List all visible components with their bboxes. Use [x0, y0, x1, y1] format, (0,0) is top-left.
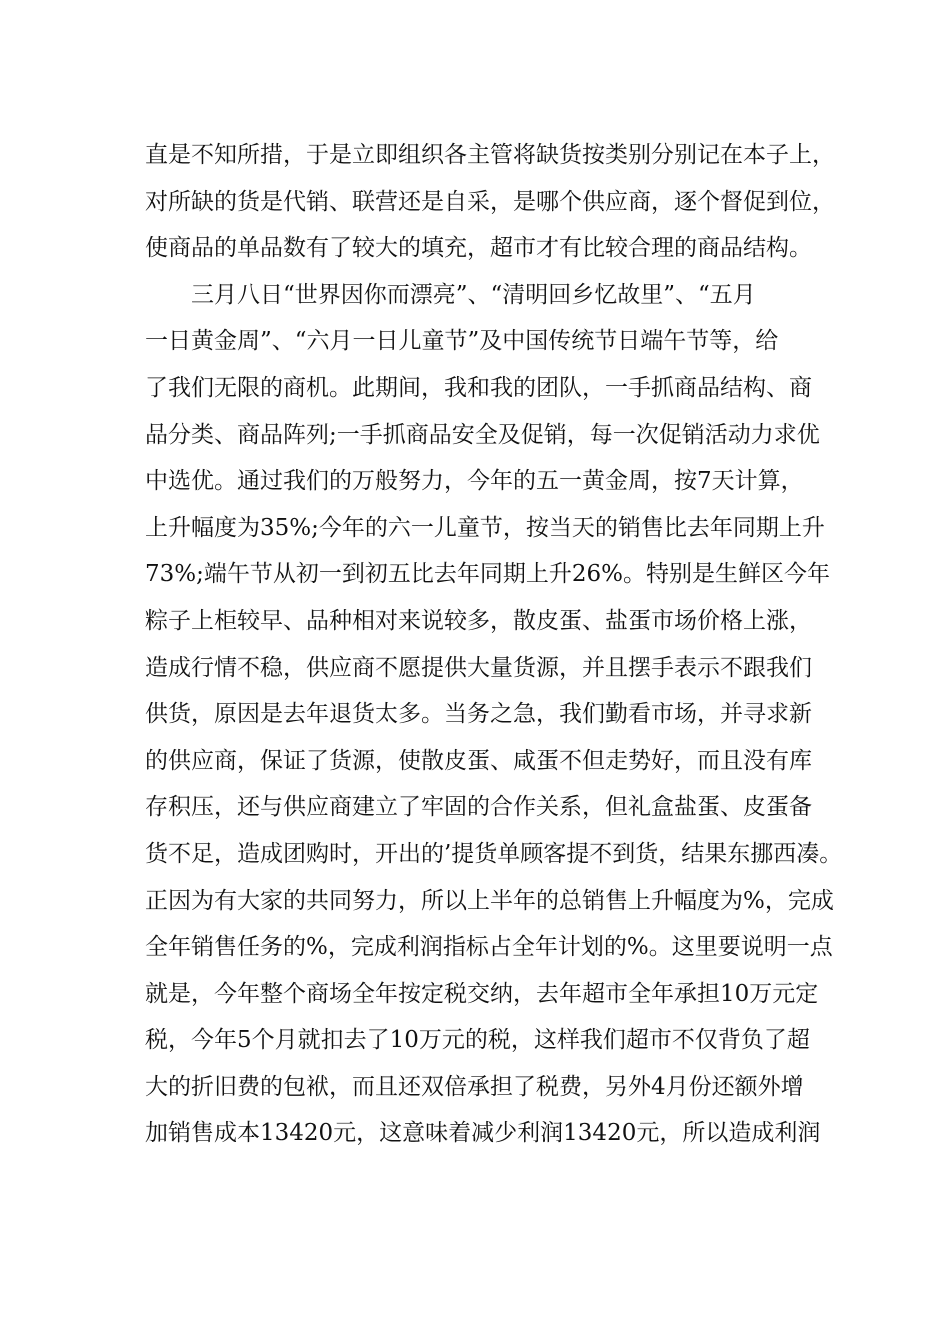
- text-line: 品分类、商品阵列;一手抓商品安全及促销，每一次促销活动力求优: [145, 421, 820, 448]
- text-line: 一日黄金周”、“六月一日儿童节”及中国传统节日端午节等，给: [145, 328, 779, 355]
- text-line: 中选优。通过我们的万般努力，今年的五一黄金周，按7天计算，: [145, 468, 804, 495]
- text-line: 正因为有大家的共同努力，所以上半年的总销售上升幅度为%，完成: [145, 887, 834, 914]
- text-line: 税，今年5个月就扣去了10万元的税，这样我们超市不仅背负了超: [145, 1027, 810, 1054]
- paragraph-start-line: 三月八日“世界因你而漂亮”、“清明回乡忆故里”、“五月: [191, 281, 756, 308]
- text-line: 使商品的单品数有了较大的填充，超市才有比较合理的商品结构。: [145, 235, 812, 262]
- text-line: 造成行情不稳，供应商不愿提供大量货源，并且摆手表示不跟我们: [145, 654, 812, 681]
- text-line: 加销售成本13420元，这意味着减少利润13420元，所以造成利润: [145, 1120, 821, 1147]
- text-line: 货不足，造成团购时，开出的’提货单顾客提不到货，结果东挪西凑。: [145, 840, 843, 867]
- text-line: 的供应商，保证了货源，使散皮蛋、咸蛋不但走势好，而且没有库: [145, 747, 812, 774]
- text-line: 73%;端午节从初一到初五比去年同期上升26%。特别是生鲜区今年: [145, 561, 830, 588]
- text-line: 全年销售任务的%，完成利润指标占全年计划的%。这里要说明一点: [145, 934, 833, 961]
- text-line: 粽子上柜较早、品种相对来说较多，散皮蛋、盐蛋市场价格上涨，: [145, 607, 812, 634]
- text-line: 存积压，还与供应商建立了牢固的合作关系，但礼盒盐蛋、皮蛋备: [145, 794, 812, 821]
- text-line: 供货，原因是去年退货太多。当务之急，我们勤看市场，并寻求新: [145, 701, 812, 728]
- text-line: 了我们无限的商机。此期间，我和我的团队，一手抓商品结构、商: [145, 374, 812, 401]
- text-line: 大的折旧费的包袱，而且还双倍承担了税费，另外4月份还额外增: [145, 1073, 804, 1100]
- text-line: 上升幅度为35%;今年的六一儿童节，按当天的销售比去年同期上升: [145, 514, 825, 541]
- text-line: 就是，今年整个商场全年按定税交纳，去年超市全年承担10万元定: [145, 980, 819, 1007]
- text-line: 直是不知所措，于是立即组织各主管将缺货按类别分别记在本子上，: [145, 142, 835, 168]
- body-text: [145, 132, 843, 1157]
- text-line: 对所缺的货是代销、联营还是自采，是哪个供应商，逐个督促到位，: [145, 188, 835, 215]
